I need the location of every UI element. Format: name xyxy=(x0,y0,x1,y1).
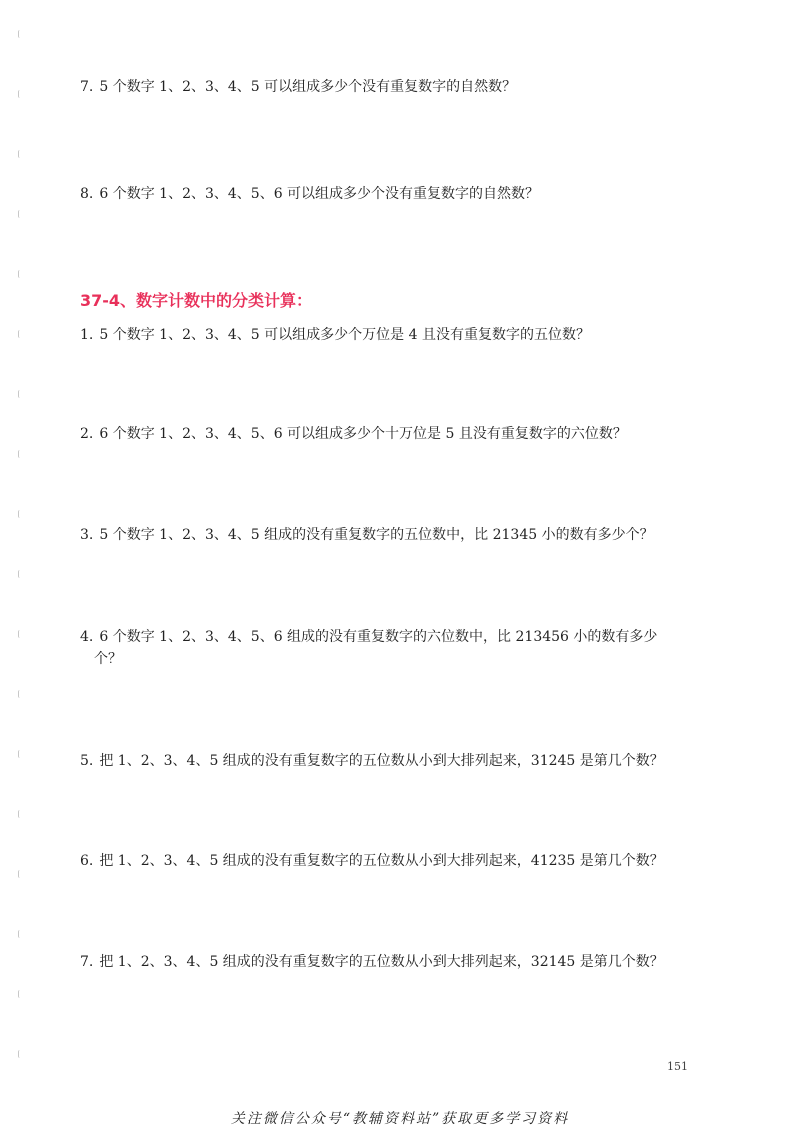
page-number: 151 xyxy=(667,1060,688,1073)
question-number: 4. xyxy=(80,629,94,645)
question-5 xyxy=(80,750,664,772)
question-number: 7. xyxy=(80,954,94,970)
question-7-top xyxy=(80,76,516,98)
binding-mark xyxy=(18,810,22,818)
question-number: 2. xyxy=(80,426,94,442)
question-number: 1. xyxy=(80,327,94,343)
binding-mark xyxy=(18,450,22,458)
binding-mark xyxy=(18,210,22,218)
binding-mark xyxy=(18,30,22,38)
question-8-top xyxy=(80,183,539,205)
question-text-continuation: 个？ xyxy=(94,651,122,667)
question-text: 把 1、2、3、4、5 组成的没有重复数字的五位数从小到大排列起来，31245 是第几个数？ xyxy=(99,753,664,769)
binding-mark xyxy=(18,930,22,938)
question-text: 6 个数字 1、2、3、4、5、6 可以组成多少个没有重复数字的自然数？ xyxy=(99,186,540,202)
question-7 xyxy=(80,951,664,973)
question-4 xyxy=(80,626,710,670)
binding-mark xyxy=(18,390,22,398)
question-1 xyxy=(80,324,590,346)
binding-mark xyxy=(18,150,22,158)
question-text: 5 个数字 1、2、3、4、5 可以组成多少个万位是 4 且没有重复数字的五位数？ xyxy=(99,327,590,343)
binding-mark xyxy=(18,990,22,998)
question-text: 把 1、2、3、4、5 组成的没有重复数字的五位数从小到大排列起来，32145 是第几个数？ xyxy=(99,954,664,970)
binding-mark xyxy=(18,690,22,698)
question-text: 6 个数字 1、2、3、4、5、6 可以组成多少个十万位是 5 且没有重复数字的六位数？ xyxy=(99,426,627,442)
question-2 xyxy=(80,423,627,445)
binding-mark xyxy=(18,90,22,98)
binding-edge-marks xyxy=(18,30,24,1090)
binding-mark xyxy=(18,570,22,578)
binding-mark xyxy=(18,270,22,278)
question-text: 6 个数字 1、2、3、4、5、6 组成的没有重复数字的六位数中，比 213456 小的数有多少 xyxy=(99,629,658,645)
footer-promo-text: 关注微信公众号“教辅资料站”获取更多学习资料 xyxy=(230,1111,570,1127)
binding-mark xyxy=(18,1050,22,1058)
binding-mark xyxy=(18,630,22,638)
question-number: 8. xyxy=(80,186,94,202)
binding-mark xyxy=(18,330,22,338)
question-number: 7. xyxy=(80,79,94,95)
question-text: 5 个数字 1、2、3、4、5 组成的没有重复数字的五位数中，比 21345 小的数有多少个？ xyxy=(99,527,654,543)
question-number: 5. xyxy=(80,753,94,769)
binding-mark xyxy=(18,870,22,878)
binding-mark xyxy=(18,510,22,518)
question-6 xyxy=(80,850,664,872)
question-number: 6. xyxy=(80,853,94,869)
binding-mark xyxy=(18,750,22,758)
question-3 xyxy=(80,524,654,546)
question-number: 3. xyxy=(80,527,94,543)
question-text: 把 1、2、3、4、5 组成的没有重复数字的五位数从小到大排列起来，41235 是第几个数？ xyxy=(99,853,664,869)
section-title: 37-4、数字计数中的分类计算： xyxy=(80,291,313,310)
question-text: 5 个数字 1、2、3、4、5 可以组成多少个没有重复数字的自然数？ xyxy=(99,79,517,95)
